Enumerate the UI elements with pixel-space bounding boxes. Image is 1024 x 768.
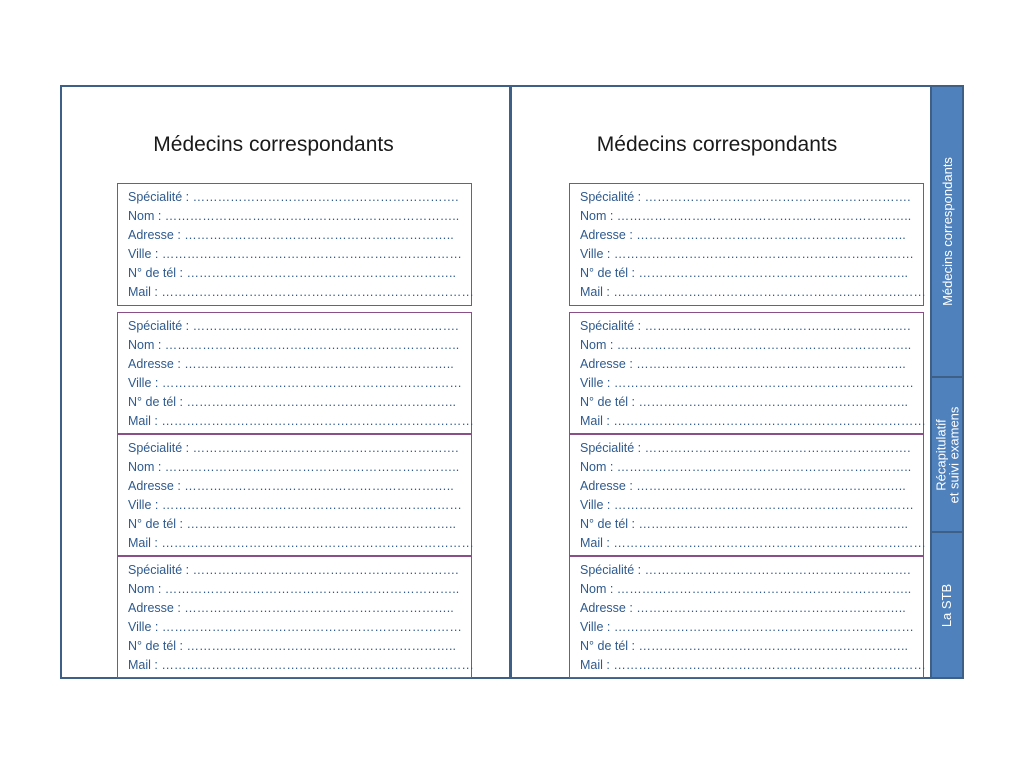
nom-line: Nom : …………………………………………………………….. (580, 460, 912, 474)
tab-medecins-correspondants[interactable] (932, 87, 962, 376)
doctor-card (117, 312, 472, 434)
ville-line: Ville : ……………………………………………………………… (128, 498, 462, 512)
tel-line: N° de tél : ……………………………………………………….. (580, 639, 908, 653)
nom-line: Nom : …………………………………………………………….. (128, 460, 460, 474)
mail-line: Mail : ………………………………………………………………… (128, 536, 474, 550)
doctor-card (117, 183, 472, 306)
doctor-card (117, 556, 472, 678)
tab-recapitulatif-label (934, 406, 960, 503)
specialite-line: Spécialité : ………………………………………………………. (128, 190, 459, 204)
mail-line: Mail : ………………………………………………………………… (128, 658, 474, 672)
tel-line: N° de tél : ……………………………………………………….. (128, 395, 456, 409)
specialite-line: Spécialité : ………………………………………………………. (580, 441, 911, 455)
ville-line: Ville : ……………………………………………………………… (580, 376, 914, 390)
specialite-line: Spécialité : ………………………………………………………. (128, 319, 459, 333)
nom-line: Nom : …………………………………………………………….. (128, 582, 460, 596)
mail-line: Mail : ………………………………………………………………… (128, 285, 474, 299)
left-page-title: Médecins correspondants (153, 133, 394, 156)
ville-line: Ville : ……………………………………………………………… (128, 376, 462, 390)
tel-line: N° de tél : ……………………………………………………….. (128, 266, 456, 280)
adresse-line: Adresse : ……………………………………………………….. (128, 601, 454, 615)
nom-line: Nom : …………………………………………………………….. (580, 209, 912, 223)
nom-line: Nom : …………………………………………………………….. (580, 582, 912, 596)
right-page-title: Médecins correspondants (596, 133, 838, 156)
adresse-line: Adresse : ……………………………………………………….. (580, 479, 906, 493)
specialite-line: Spécialité : ………………………………………………………. (128, 441, 459, 455)
right-page (515, 87, 933, 677)
adresse-line: Adresse : ……………………………………………………….. (580, 601, 906, 615)
mail-line: Mail : ………………………………………………………………… (580, 414, 926, 428)
ville-line: Ville : ……………………………………………………………… (580, 498, 914, 512)
tel-line: N° de tél : ……………………………………………………….. (580, 517, 908, 531)
tab-recapitulatif[interactable] (932, 376, 962, 531)
mail-line: Mail : ………………………………………………………………… (580, 536, 926, 550)
tel-line: N° de tél : ……………………………………………………….. (580, 266, 908, 280)
specialite-line: Spécialité : ………………………………………………………. (580, 319, 911, 333)
tab-stb-label: La STB (939, 583, 955, 627)
section-tabs (930, 85, 964, 679)
ville-line: Ville : ……………………………………………………………… (128, 247, 462, 261)
specialite-line: Spécialité : ………………………………………………………. (128, 563, 459, 577)
tab-recap-line1: Récapitulatif (933, 418, 949, 491)
nom-line: Nom : …………………………………………………………….. (128, 209, 460, 223)
ville-line: Ville : ……………………………………………………………… (128, 620, 462, 634)
nom-line: Nom : …………………………………………………………….. (580, 338, 912, 352)
adresse-line: Adresse : ……………………………………………………….. (128, 228, 454, 242)
tel-line: N° de tél : ……………………………………………………….. (128, 639, 456, 653)
adresse-line: Adresse : ……………………………………………………….. (580, 228, 906, 242)
specialite-line: Spécialité : ………………………………………………………. (580, 190, 911, 204)
doctor-card (569, 434, 924, 556)
doctor-card (569, 556, 924, 678)
mail-line: Mail : ………………………………………………………………… (580, 658, 926, 672)
adresse-line: Adresse : ……………………………………………………….. (580, 357, 906, 371)
mail-line: Mail : ………………………………………………………………… (580, 285, 926, 299)
tab-medecins-label: Médecins correspondants (939, 157, 955, 306)
tel-line: N° de tél : ……………………………………………………….. (128, 517, 456, 531)
nom-line: Nom : …………………………………………………………….. (128, 338, 460, 352)
tab-recap-line2: et suivi examens (946, 406, 962, 503)
doctor-card (117, 434, 472, 556)
binder-spread (60, 85, 963, 679)
tel-line: N° de tél : ……………………………………………………….. (580, 395, 908, 409)
mail-line: Mail : ………………………………………………………………… (128, 414, 474, 428)
adresse-line: Adresse : ……………………………………………………….. (128, 357, 454, 371)
tab-la-stb[interactable] (932, 531, 962, 677)
adresse-line: Adresse : ……………………………………………………….. (128, 479, 454, 493)
doctor-card (569, 183, 924, 306)
ville-line: Ville : ……………………………………………………………… (580, 247, 914, 261)
ville-line: Ville : ……………………………………………………………… (580, 620, 914, 634)
left-page (62, 87, 512, 677)
specialite-line: Spécialité : ………………………………………………………. (580, 563, 911, 577)
doctor-card (569, 312, 924, 434)
